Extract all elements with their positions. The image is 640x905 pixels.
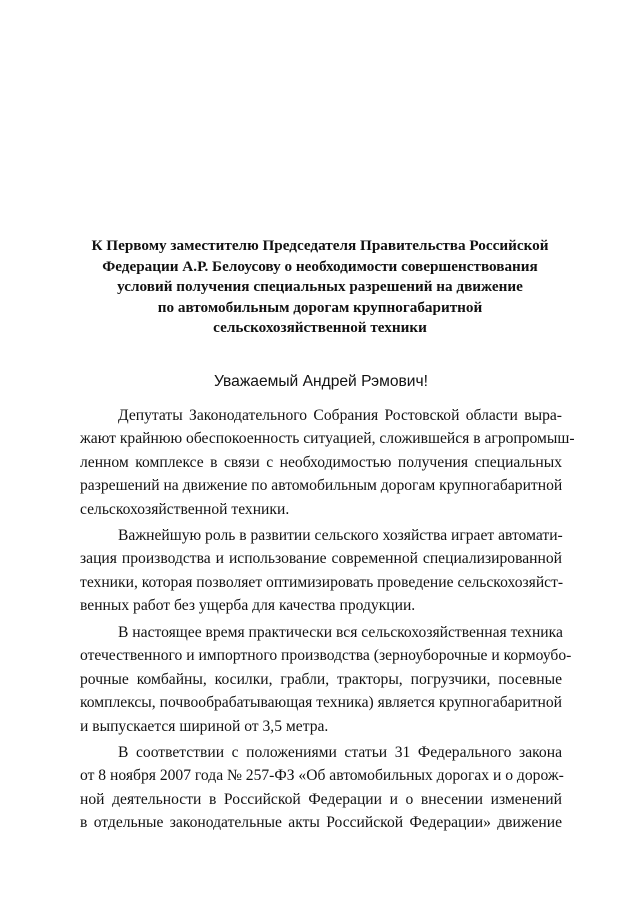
paragraph-line: Депутаты Законодательного Собрания Ростовской области выра- bbox=[118, 407, 562, 424]
paragraph-line: разрешений на движение по автомобильным дорогам крупногабаритной bbox=[80, 477, 563, 495]
paragraph-line: ной деятельности в Российской Федерации и о внесении изменений bbox=[80, 790, 562, 808]
title-line: по автомобильным дорогам крупногабаритной bbox=[157, 298, 483, 316]
paragraph bbox=[80, 621, 572, 738]
document-title bbox=[80, 236, 560, 339]
paragraph-line: от 8 ноября 2007 года № 257-ФЗ «Об автомобильных дорогах и о дорож- bbox=[80, 767, 564, 785]
paragraph-line: сельскохозяйственной техники. bbox=[80, 500, 290, 518]
paragraph bbox=[80, 404, 575, 521]
paragraph-line: зация производства и использование современной специализированной bbox=[80, 550, 562, 568]
paragraph-line: венных работ без ущерба для качества продукции. bbox=[80, 597, 416, 615]
paragraph-line: и выпускается шириной от 3,5 метра. bbox=[80, 717, 329, 735]
title-line: сельскохозяйственной техники bbox=[213, 319, 427, 337]
paragraph-line: отечественного и импортного производства (зерноуборочные и кормоубо- bbox=[80, 647, 572, 665]
title-line: Федерации А.Р. Белоусову о необходимости совершенствования bbox=[102, 257, 538, 275]
paragraph bbox=[80, 524, 562, 618]
paragraph-line: В соответствии с положениями статьи 31 Федерального закона bbox=[118, 744, 562, 761]
paragraph-line: ленном комплексе в связи с необходимостью получения специальных bbox=[80, 453, 562, 471]
paragraph-line: рочные комбайны, косилки, грабли, тракторы, погрузчики, посевные bbox=[80, 670, 562, 688]
paragraph-line: В настоящее время практически вся сельскохозяйственная техника bbox=[118, 624, 563, 641]
paragraph bbox=[80, 741, 562, 835]
paragraph-line: техники, которая позволяет оптимизировать проведение сельскохозяйст- bbox=[80, 573, 564, 591]
title-line: К Первому заместителю Председателя Правительства Российской bbox=[91, 237, 549, 254]
paragraph-line: комплексы, почвообрабатывающая техника) является крупногабаритной bbox=[80, 694, 562, 712]
paragraph-line: Важнейшую роль в развитии сельского хозяйства играет автомати- bbox=[118, 527, 563, 544]
paragraph-line: в отдельные законодательные акты Российской Федерации» движение bbox=[80, 814, 562, 832]
title-line: условий получения специальных разрешений на движение bbox=[117, 278, 523, 296]
paragraph-line: жают крайнюю обеспокоенность ситуацией, сложившейся в агропромыш- bbox=[80, 430, 575, 448]
greeting: Уважаемый Андрей Рэмович! bbox=[214, 373, 428, 390]
